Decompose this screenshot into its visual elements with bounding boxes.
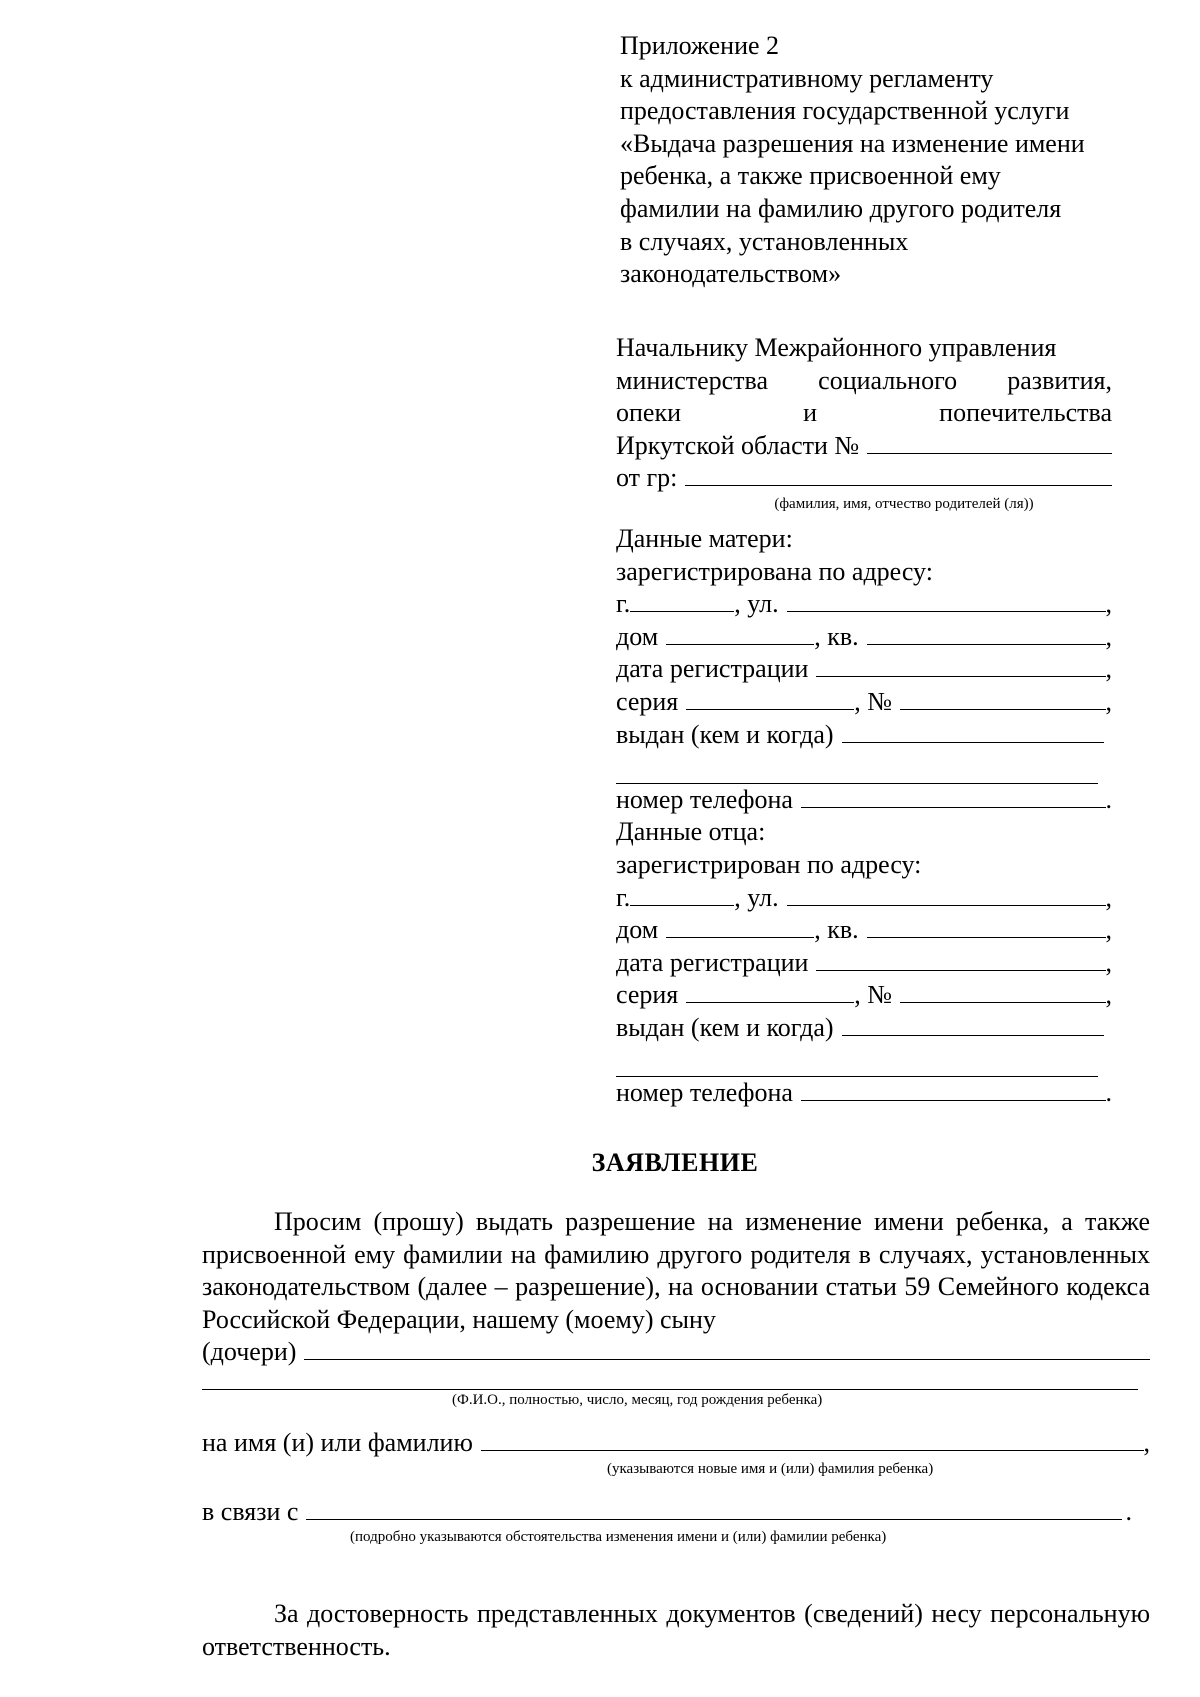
comma: , [1105, 947, 1112, 977]
child-info-field[interactable] [304, 1339, 1150, 1360]
reg-date-label: дата регистрации [616, 947, 809, 977]
house-label: дом [616, 915, 659, 945]
document-title: ЗАЯВЛЕНИЕ [591, 1148, 759, 1177]
appendix-line: Приложение 2 [620, 31, 780, 60]
series-label: серия [616, 980, 679, 1010]
reg-date-label: дата регистрации [616, 654, 809, 684]
appendix-line: законодательством» [620, 259, 842, 289]
appendix-line: фамилии на фамилию другого родителя [620, 193, 1062, 223]
mother-series-field[interactable] [686, 689, 854, 710]
from-hint: (фамилия, имя, отчество родителей (ля)) [774, 495, 1034, 512]
father-passport-line [616, 979, 1112, 1012]
application-body [202, 1206, 1150, 1663]
father-address-line [616, 882, 1112, 915]
appendix-header [620, 30, 1140, 291]
father-city-field[interactable] [630, 884, 734, 905]
child-label: (дочери) [202, 1337, 297, 1367]
mother-house-field[interactable] [666, 623, 814, 644]
mother-apt-field[interactable] [867, 623, 1106, 644]
mother-reg-date-field[interactable] [816, 656, 1105, 677]
reason-label: в связи с [202, 1496, 299, 1526]
mother-issued-line [616, 719, 1112, 752]
period: . [1105, 1078, 1112, 1108]
city-label: г. [616, 589, 631, 619]
mother-section [616, 523, 1112, 556]
issued-label: выдан (кем и когда) [616, 719, 834, 749]
child-line [202, 1336, 1150, 1369]
apt-label: , кв. [814, 621, 859, 651]
from-label: от гр: [616, 463, 678, 493]
mother-house-line [616, 621, 1112, 654]
number-label: , № [854, 980, 893, 1010]
father-reg-date-field[interactable] [816, 949, 1105, 970]
comma: , [1105, 915, 1112, 945]
comma: , [1105, 621, 1112, 651]
mother-address-line [616, 588, 1112, 621]
addressee-line-3: опеки и попечительства [616, 398, 1112, 428]
application-paragraph: Просим (прошу) выдать разрешение на изменение имени ребенка, а также присвоенной ему фамилии на фамилию другого родителя в случаях, установленных законодательством (далее – разрешение), на основании статьи 59 Семейного кодекса Российской Федерации, нашему (моему) сыну [202, 1207, 1150, 1334]
reason-hint: (подробно указываются обстоятельства изменения имени и (или) фамилии ребенка) [350, 1529, 887, 1546]
mother-phone-line [616, 784, 1112, 817]
appendix-line: «Выдача разрешения на изменение имени [620, 128, 1085, 158]
father-section [616, 849, 1112, 882]
reason-line [202, 1496, 1150, 1529]
mother-passport-line [616, 686, 1112, 719]
street-label: , ул. [734, 882, 779, 912]
issued-label: выдан (кем и когда) [616, 1012, 834, 1042]
new-name-field[interactable] [481, 1430, 1144, 1451]
period: . [1125, 1496, 1132, 1526]
child-line-continued [202, 1369, 1150, 1391]
child-info-field-continued[interactable] [202, 1369, 1138, 1390]
mother-section [616, 556, 1112, 589]
comma: , [1105, 589, 1112, 619]
father-section [616, 816, 1112, 849]
phone-label: номер телефона [616, 1078, 793, 1108]
mother-heading: Данные матери: [616, 523, 793, 553]
appendix-line: ребенка, а также присвоенной ему [620, 161, 1001, 191]
new-name-label: на имя (и) или фамилию [202, 1427, 473, 1457]
addressee-line-1: Начальнику Межрайонного управления [616, 333, 1057, 362]
addressee-line-4: Иркутской области № [616, 430, 860, 460]
appendix-line: в случаях, установленных [620, 226, 909, 256]
father-street-field[interactable] [787, 884, 1106, 905]
series-label: серия [616, 686, 679, 716]
father-series-field[interactable] [686, 982, 854, 1003]
city-label: г. [616, 882, 631, 912]
appendix-line: предоставления государственной услуги [620, 96, 1070, 126]
father-phone-line [616, 1077, 1112, 1110]
mother-regdate-line [616, 653, 1112, 686]
house-label: дом [616, 621, 659, 651]
comma: , [1105, 654, 1112, 684]
father-issued-field[interactable] [842, 1015, 1104, 1036]
comma: , [1143, 1427, 1150, 1457]
mother-issued-field-continued[interactable] [616, 751, 1098, 784]
applicant-name-field[interactable] [685, 465, 1112, 486]
mother-issued-field[interactable] [842, 721, 1104, 742]
number-label: , № [854, 686, 893, 716]
new-name-line [202, 1427, 1150, 1460]
father-issued-field-continued[interactable] [616, 1044, 1098, 1077]
father-apt-field[interactable] [867, 917, 1106, 938]
father-heading: Данные отца: [616, 817, 766, 847]
appendix-line: к административному регламенту [620, 63, 994, 93]
father-house-field[interactable] [666, 917, 814, 938]
apt-label: , кв. [814, 915, 859, 945]
father-phone-field[interactable] [801, 1080, 1106, 1101]
mother-registered-label: зарегистрирована по адресу: [616, 556, 933, 586]
phone-label: номер телефона [616, 784, 793, 814]
mother-number-field[interactable] [900, 689, 1105, 710]
comma: , [1105, 686, 1112, 716]
addressee-line-2: министерства социального развития, [616, 365, 1112, 395]
mother-street-field[interactable] [787, 591, 1106, 612]
responsibility-statement: За достоверность представленных документов (сведений) несу персональную ответственность. [202, 1599, 1150, 1661]
reason-field[interactable] [306, 1498, 1121, 1519]
office-number-field[interactable] [867, 433, 1112, 454]
father-house-line [616, 914, 1112, 947]
comma: , [1105, 980, 1112, 1010]
mother-phone-field[interactable] [801, 786, 1106, 807]
father-registered-label: зарегистрирован по адресу: [616, 849, 922, 879]
father-number-field[interactable] [900, 982, 1105, 1003]
addressee-line [616, 332, 1112, 365]
addressee-line [616, 430, 1112, 463]
period: . [1105, 784, 1112, 814]
father-issued-line [616, 1012, 1112, 1045]
mother-city-field[interactable] [630, 591, 734, 612]
child-hint: (Ф.И.О., полностью, число, месяц, год рождения ребенка) [452, 1391, 823, 1408]
addressee-line [616, 462, 1112, 495]
father-regdate-line [616, 947, 1112, 980]
street-label: , ул. [734, 589, 779, 619]
addressee-block [616, 332, 1112, 1110]
comma: , [1105, 882, 1112, 912]
new-name-hint: (указываются новые имя и (или) фамилия ребенка) [607, 1460, 934, 1477]
